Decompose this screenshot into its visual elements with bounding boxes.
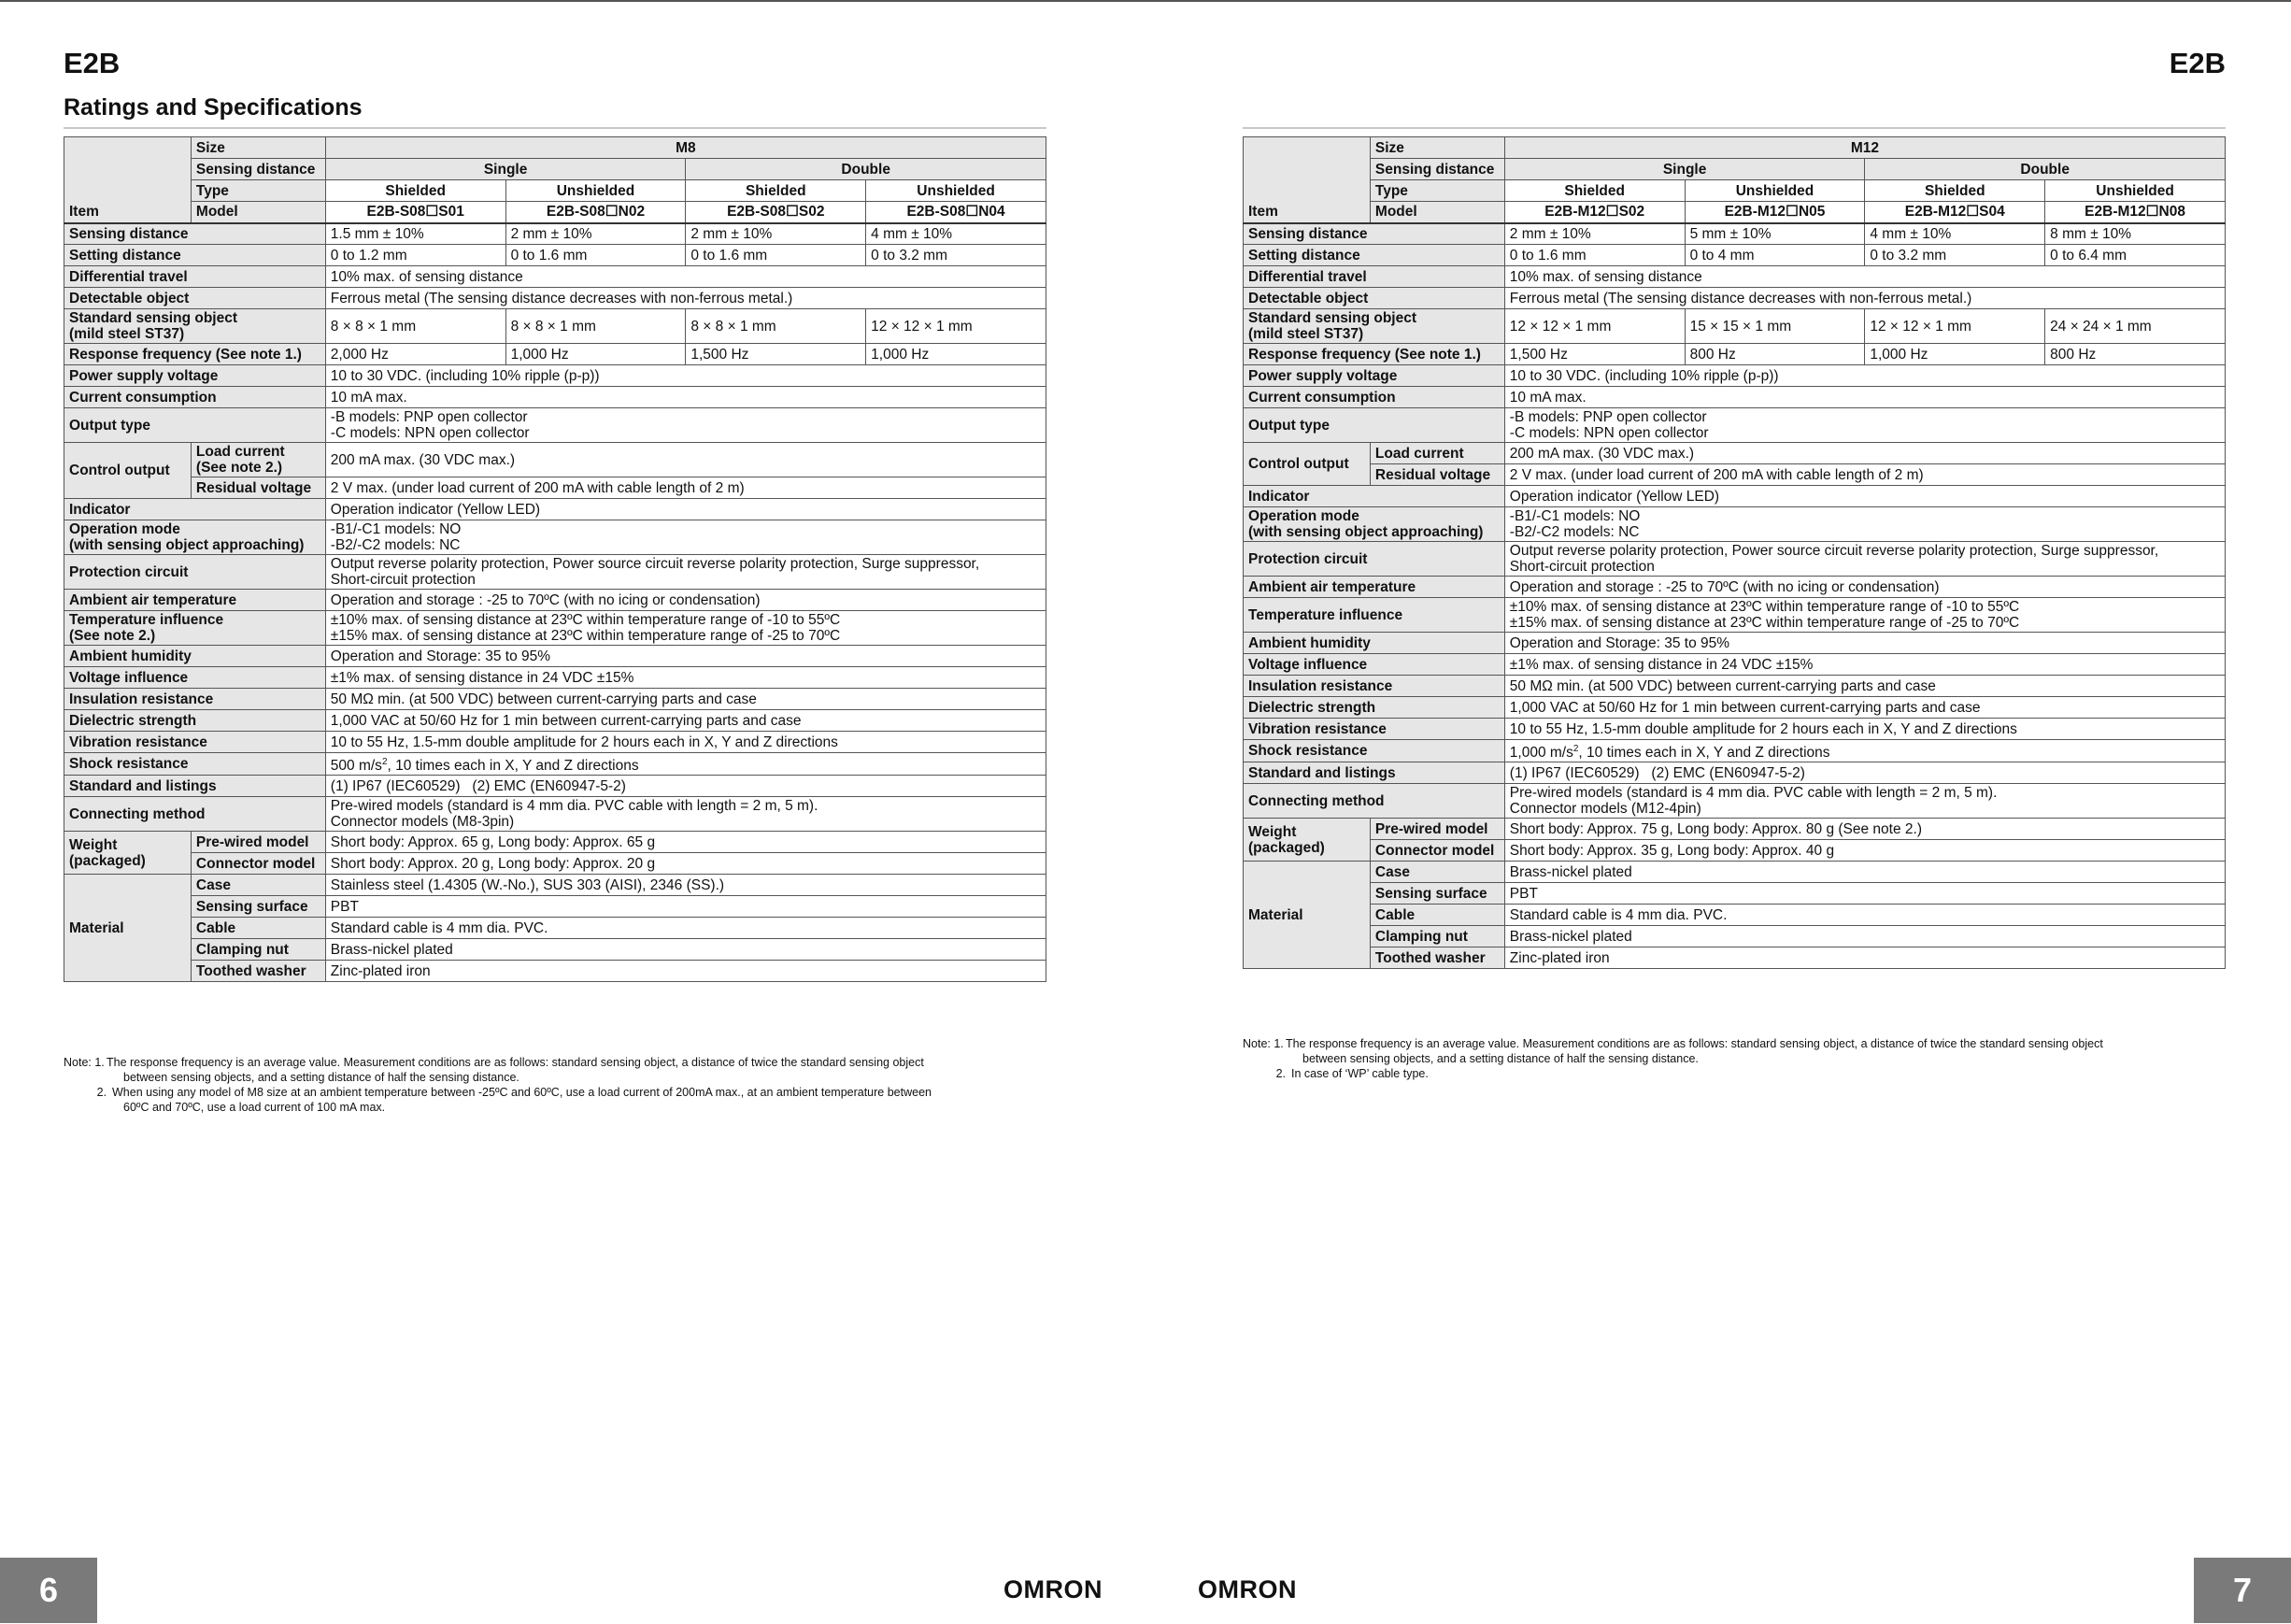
table-row (1244, 266, 2226, 288)
cell-value: 0 to 1.2 mm (325, 245, 505, 266)
cell-value: 8 × 8 × 1 mm (505, 309, 686, 344)
cell-value: Standard cable is 4 mm dia. PVC. (1504, 905, 2225, 926)
row-label: Indicator (1244, 486, 1505, 507)
row-label: Standard sensing object (mild steel ST37) (1244, 309, 1505, 344)
cell-value: 1,500 Hz (686, 344, 866, 365)
table-row (64, 499, 1046, 520)
type-cell: Unshielded (866, 180, 1046, 202)
cell-value: 15 × 15 × 1 mm (1685, 309, 1865, 344)
table-row (64, 443, 1046, 477)
cell-value: Short body: Approx. 20 g, Long body: Approx. 20 g (325, 853, 1046, 875)
row-label: Operation mode (with sensing object approaching) (1244, 507, 1505, 542)
row-label: Insulation resistance (64, 689, 326, 710)
cell-value: 10 to 55 Hz, 1.5-mm double amplitude for 2 hours each in X, Y and Z directions (1504, 719, 2225, 740)
row-label: Insulation resistance (1244, 676, 1505, 697)
single-header: Single (1504, 159, 1865, 180)
cell-value: 0 to 1.6 mm (686, 245, 866, 266)
cell-value: 0 to 1.6 mm (505, 245, 686, 266)
sub-label: Pre-wired model (191, 832, 325, 853)
type-label: Type (191, 180, 325, 202)
page-number: 6 (0, 1558, 97, 1623)
cell-value: ±10% max. of sensing distance at 23ºC within temperature range of -10 to 55ºC ±15% max. of sensing distance at 23ºC within temperature range of -25 to 70ºC (325, 611, 1046, 646)
row-label: Response frequency (See note 1.) (1244, 344, 1505, 365)
table-row (1244, 697, 2226, 719)
cell-value: 10 mA max. (325, 387, 1046, 408)
type-cell: Shielded (1504, 180, 1685, 202)
table-row (1244, 408, 2226, 443)
note-prefix: Note: 1. (1243, 1037, 1284, 1050)
sub-label: Cable (1370, 905, 1504, 926)
cell-value: 2 V max. (under load current of 200 mA with cable length of 2 m) (1504, 464, 2225, 486)
table-row (64, 732, 1046, 753)
cell-value: 4 mm ± 10% (866, 223, 1046, 245)
type-cell: Shielded (325, 180, 505, 202)
cell-value: 1,500 Hz (1504, 344, 1685, 365)
cell-value: ±1% max. of sensing distance in 24 VDC ±15% (325, 667, 1046, 689)
cell-value: 50 MΩ min. (at 500 VDC) between current-carrying parts and case (325, 689, 1046, 710)
header-model-row (64, 202, 1046, 223)
sub-label: Load current (1370, 443, 1504, 464)
row-label: Detectable object (64, 288, 326, 309)
type-cell: Shielded (1865, 180, 2045, 202)
table-row (1244, 840, 2226, 862)
type-cell: Unshielded (505, 180, 686, 202)
cell-value: 50 MΩ min. (at 500 VDC) between current-carrying parts and case (1504, 676, 2225, 697)
cell-value: 200 mA max. (30 VDC max.) (325, 443, 1046, 477)
table-row (1244, 762, 2226, 784)
table-row (1244, 309, 2226, 344)
cell-value: ±10% max. of sensing distance at 23ºC within temperature range of -10 to 55ºC ±15% max. of sensing distance at 23ºC within temperature range of -25 to 70ºC (1504, 598, 2225, 633)
row-label: Vibration resistance (1244, 719, 1505, 740)
cell-value: Brass-nickel plated (1504, 926, 2225, 947)
table-row (64, 555, 1046, 590)
cell-value: 2 mm ± 10% (505, 223, 686, 245)
sub-label: Connector model (1370, 840, 1504, 862)
row-label: Connecting method (64, 797, 326, 832)
series-title: E2B (2169, 47, 2226, 79)
cell-value: Operation and Storage: 35 to 95% (1504, 633, 2225, 654)
cell-value: 1,000 VAC at 50/60 Hz for 1 min between current-carrying parts and case (1504, 697, 2225, 719)
row-label: Control output (64, 443, 192, 499)
table-row (64, 646, 1046, 667)
cell-value: 1,000 Hz (1865, 344, 2045, 365)
table-row (64, 939, 1046, 961)
model-label: Model (191, 202, 325, 223)
sub-label: Pre-wired model (1370, 819, 1504, 840)
cell-value: 2 mm ± 10% (1504, 223, 1685, 245)
header-distance-row (1244, 159, 2226, 180)
row-label: Operation mode (with sensing object approaching) (64, 520, 326, 555)
spec-table-m12 (1243, 136, 2226, 969)
table-row (1244, 926, 2226, 947)
cell-value: 10% max. of sensing distance (325, 266, 1046, 288)
sub-label: Cable (191, 918, 325, 939)
table-row (64, 387, 1046, 408)
table-row (1244, 740, 2226, 762)
sub-label: Clamping nut (191, 939, 325, 961)
item-label: Item (1244, 202, 1371, 223)
cell-value: Zinc-plated iron (325, 961, 1046, 982)
table-row (64, 477, 1046, 499)
sub-label: Connector model (191, 853, 325, 875)
cell-value: 10 mA max. (1504, 387, 2225, 408)
table-row (1244, 387, 2226, 408)
table-row (1244, 245, 2226, 266)
cell-value: 24 × 24 × 1 mm (2045, 309, 2226, 344)
row-label: Sensing distance (64, 223, 326, 245)
table-row (64, 797, 1046, 832)
table-row (64, 896, 1046, 918)
table-row (64, 365, 1046, 387)
header-distance-row (64, 159, 1046, 180)
table-row (64, 611, 1046, 646)
table-row (64, 853, 1046, 875)
row-label: Setting distance (64, 245, 326, 266)
table-row (64, 961, 1046, 982)
row-label: Detectable object (1244, 288, 1505, 309)
cell-value: 800 Hz (1685, 344, 1865, 365)
table-row (1244, 598, 2226, 633)
cell-value: Short body: Approx. 65 g, Long body: Approx. 65 g (325, 832, 1046, 853)
cell-value: Short body: Approx. 75 g, Long body: Approx. 80 g (See note 2.) (1504, 819, 2225, 840)
sub-label: Residual voltage (191, 477, 325, 499)
cell-value: -B1/-C1 models: NO -B2/-C2 models: NC (325, 520, 1046, 555)
row-label: Standard sensing object (mild steel ST37) (64, 309, 326, 344)
notes (1243, 1036, 2226, 1081)
section-title: Ratings and Specifications (64, 94, 363, 121)
row-label: Voltage influence (64, 667, 326, 689)
table-row (64, 344, 1046, 365)
row-label: Standard and listings (1244, 762, 1505, 784)
header-size-row (64, 137, 1046, 159)
note-number: 2. (1275, 1067, 1286, 1080)
row-label: Standard and listings (64, 776, 326, 797)
cell-value: 5 mm ± 10% (1685, 223, 1865, 245)
cell-value: 1.5 mm ± 10% (325, 223, 505, 245)
cell-value: Brass-nickel plated (325, 939, 1046, 961)
row-label: Ambient air temperature (1244, 577, 1505, 598)
type-cell: Shielded (686, 180, 866, 202)
cell-value: 8 mm ± 10% (2045, 223, 2226, 245)
row-label: Material (1244, 862, 1371, 969)
sub-label: Sensing surface (191, 896, 325, 918)
table-row (1244, 819, 2226, 840)
row-label: Power supply voltage (64, 365, 326, 387)
cell-value: Operation and storage : -25 to 70ºC (with no icing or condensation) (325, 590, 1046, 611)
cell-value: Ferrous metal (The sensing distance decreases with non-ferrous metal.) (325, 288, 1046, 309)
note-text: The response frequency is an average value. Measurement conditions are as follows: standard sensing object, a distance of twice the standard sensing object (107, 1056, 924, 1069)
cell-value: Output reverse polarity protection, Power source circuit reverse polarity protection, Surge suppressor, Short-circuit protection (325, 555, 1046, 590)
row-label: Current consumption (64, 387, 326, 408)
single-header: Single (325, 159, 686, 180)
row-label: Shock resistance (64, 753, 326, 776)
cell-value: 2 V max. (under load current of 200 mA with cable length of 2 m) (325, 477, 1046, 499)
cell-value: 2 mm ± 10% (686, 223, 866, 245)
distance-label: Sensing distance (1370, 159, 1504, 180)
cell-value: 12 × 12 × 1 mm (1504, 309, 1685, 344)
table-row (64, 918, 1046, 939)
cell-value: -B models: PNP open collector -C models: NPN open collector (1504, 408, 2225, 443)
cell-value: Operation indicator (Yellow LED) (325, 499, 1046, 520)
table-row (1244, 883, 2226, 905)
table-row (1244, 464, 2226, 486)
header-type-row (64, 180, 1046, 202)
cell-value: 800 Hz (2045, 344, 2226, 365)
header-model-row (1244, 202, 2226, 223)
table-row (64, 710, 1046, 732)
sub-label: Case (191, 875, 325, 896)
table-row (64, 776, 1046, 797)
note-prefix: Note: 1. (64, 1056, 105, 1069)
title-rule (64, 127, 1046, 129)
type-cell: Unshielded (1685, 180, 1865, 202)
table-row (64, 667, 1046, 689)
cell-value: 12 × 12 × 1 mm (866, 309, 1046, 344)
cell-value: Brass-nickel plated (1504, 862, 2225, 883)
row-label: Setting distance (1244, 245, 1505, 266)
table-row (1244, 862, 2226, 883)
table-row (64, 245, 1046, 266)
cell-value: 0 to 3.2 mm (866, 245, 1046, 266)
cell-value: Operation and Storage: 35 to 95% (325, 646, 1046, 667)
cell-value: 4 mm ± 10% (1865, 223, 2045, 245)
item-header-cell (1244, 137, 1371, 159)
row-label: Weight (packaged) (1244, 819, 1371, 862)
page-7 (1146, 0, 2291, 1624)
table-row (1244, 507, 2226, 542)
note-text: When using any model of M8 size at an ambient temperature between -25ºC and 60ºC, use a load current of 200mA max., at an ambient temperature between (112, 1086, 932, 1099)
table-row (64, 309, 1046, 344)
model-cell: E2B-M12☐N08 (2045, 202, 2226, 223)
cell-value: Short body: Approx. 35 g, Long body: Approx. 40 g (1504, 840, 2225, 862)
model-cell: E2B-S08☐S01 (325, 202, 505, 223)
cell-value: (1) IP67 (IEC60529) (2) EMC (EN60947-5-2) (325, 776, 1046, 797)
table-row (1244, 288, 2226, 309)
sub-label: Residual voltage (1370, 464, 1504, 486)
table-row (1244, 443, 2226, 464)
model-cell: E2B-S08☐N02 (505, 202, 686, 223)
cell-value: 8 × 8 × 1 mm (325, 309, 505, 344)
cell-value: 8 × 8 × 1 mm (686, 309, 866, 344)
note-text: between sensing objects, and a setting distance of half the sensing distance. (123, 1071, 519, 1084)
row-label: Power supply voltage (1244, 365, 1505, 387)
item-label: Item (64, 202, 192, 223)
table-row (64, 590, 1046, 611)
cell-value: (1) IP67 (IEC60529) (2) EMC (EN60947-5-2) (1504, 762, 2225, 784)
row-label: Temperature influence (See note 2.) (64, 611, 326, 646)
size-label: Size (191, 137, 325, 159)
header-type-row (1244, 180, 2226, 202)
cell-value: 1,000 VAC at 50/60 Hz for 1 min between current-carrying parts and case (325, 710, 1046, 732)
note-text: The response frequency is an average value. Measurement conditions are as follows: standard sensing object, a distance of twice the standard sensing object (1286, 1037, 2103, 1050)
row-label: Protection circuit (64, 555, 326, 590)
row-label: Output type (64, 408, 326, 443)
table-row (1244, 947, 2226, 969)
table-row (1244, 633, 2226, 654)
notes (64, 1055, 1046, 1115)
table-row (64, 875, 1046, 896)
series-title: E2B (64, 47, 121, 79)
cell-value: 0 to 1.6 mm (1504, 245, 1685, 266)
cell-value: 10% max. of sensing distance (1504, 266, 2225, 288)
table-row (1244, 719, 2226, 740)
double-header: Double (686, 159, 1046, 180)
type-label: Type (1370, 180, 1504, 202)
cell-value: 0 to 6.4 mm (2045, 245, 2226, 266)
cell-value: 1,000 $m/s^2$, 10 times each in X, Y and Z directions (1504, 740, 2225, 762)
cell-value: 10 to 30 VDC. (including 10% ripple (p-p)) (325, 365, 1046, 387)
cell-value: Operation and storage : -25 to 70ºC (with no icing or condensation) (1504, 577, 2225, 598)
item-header-cell (64, 137, 192, 159)
table-row (1244, 784, 2226, 819)
model-cell: E2B-M12☐N05 (1685, 202, 1865, 223)
model-label: Model (1370, 202, 1504, 223)
model-cell: E2B-M12☐S04 (1865, 202, 2045, 223)
row-label: Voltage influence (1244, 654, 1505, 676)
cell-value: 10 to 55 Hz, 1.5-mm double amplitude for 2 hours each in X, Y and Z directions (325, 732, 1046, 753)
sub-label: Case (1370, 862, 1504, 883)
cell-value: 1,000 Hz (505, 344, 686, 365)
table-row (1244, 905, 2226, 926)
row-label: Ambient air temperature (64, 590, 326, 611)
model-cell: E2B-S08☐S02 (686, 202, 866, 223)
omron-logo: OMRON (1198, 1575, 1297, 1603)
cell-value: ±1% max. of sensing distance in 24 VDC ±15% (1504, 654, 2225, 676)
row-label: Differential travel (1244, 266, 1505, 288)
table-row (1244, 223, 2226, 245)
type-cell: Unshielded (2045, 180, 2226, 202)
sub-label: Toothed washer (1370, 947, 1504, 969)
row-label: Ambient humidity (1244, 633, 1505, 654)
cell-value: 1,000 Hz (866, 344, 1046, 365)
row-label: Shock resistance (1244, 740, 1505, 762)
cell-value: -B models: PNP open collector -C models: NPN open collector (325, 408, 1046, 443)
row-label: Current consumption (1244, 387, 1505, 408)
header-size-row (1244, 137, 2226, 159)
title-rule (1243, 127, 2226, 129)
note-number: 2. (96, 1086, 107, 1099)
row-label: Vibration resistance (64, 732, 326, 753)
page-number: 7 (2194, 1558, 2291, 1623)
table-row (1244, 486, 2226, 507)
table-row (1244, 344, 2226, 365)
cell-value: 10 to 30 VDC. (including 10% ripple (p-p)) (1504, 365, 2225, 387)
row-label: Differential travel (64, 266, 326, 288)
cell-value: Stainless steel (1.4305 (W.-No.), SUS 303 (AISI), 2346 (SS).) (325, 875, 1046, 896)
table-row (64, 266, 1046, 288)
size-value: M8 (325, 137, 1046, 159)
table-row (64, 288, 1046, 309)
row-label: Dielectric strength (64, 710, 326, 732)
cell-value: Pre-wired models (standard is 4 mm dia. PVC cable with length = 2 m, 5 m). Connector models (M12-4pin) (1504, 784, 2225, 819)
table-row (1244, 365, 2226, 387)
cell-value: Output reverse polarity protection, Power source circuit reverse polarity protection, Surge suppressor, Short-circuit protection (1504, 542, 2225, 577)
table-row (64, 753, 1046, 776)
model-cell: E2B-M12☐S02 (1504, 202, 1685, 223)
table-row (64, 520, 1046, 555)
distance-label: Sensing distance (191, 159, 325, 180)
cell-value: 0 to 4 mm (1685, 245, 1865, 266)
row-label: Control output (1244, 443, 1371, 486)
note-text: In case of ‘WP’ cable type. (1291, 1067, 1429, 1080)
sub-label: Toothed washer (191, 961, 325, 982)
sub-label: Clamping nut (1370, 926, 1504, 947)
cell-value: Pre-wired models (standard is 4 mm dia. PVC cable with length = 2 m, 5 m). Connector models (M8-3pin) (325, 797, 1046, 832)
row-label: Material (64, 875, 192, 982)
cell-value: PBT (325, 896, 1046, 918)
cell-value: Zinc-plated iron (1504, 947, 2225, 969)
size-label: Size (1370, 137, 1504, 159)
table-row (1244, 542, 2226, 577)
row-label: Weight (packaged) (64, 832, 192, 875)
omron-logo: OMRON (1003, 1575, 1103, 1603)
cell-value: Standard cable is 4 mm dia. PVC. (325, 918, 1046, 939)
row-label: Sensing distance (1244, 223, 1505, 245)
sub-label: Sensing surface (1370, 883, 1504, 905)
cell-value: PBT (1504, 883, 2225, 905)
row-label: Temperature influence (1244, 598, 1505, 633)
cell-value: 200 mA max. (30 VDC max.) (1504, 443, 2225, 464)
table-row (1244, 654, 2226, 676)
table-row (1244, 676, 2226, 697)
cell-value: 500 $m/s^2$, 10 times each in X, Y and Z directions (325, 753, 1046, 776)
row-label: Output type (1244, 408, 1505, 443)
sub-label: Load current (See note 2.) (191, 443, 325, 477)
row-label: Connecting method (1244, 784, 1505, 819)
model-cell: E2B-S08☐N04 (866, 202, 1046, 223)
row-label: Indicator (64, 499, 326, 520)
table-row (64, 408, 1046, 443)
row-label: Protection circuit (1244, 542, 1505, 577)
cell-value: 0 to 3.2 mm (1865, 245, 2045, 266)
row-label: Ambient humidity (64, 646, 326, 667)
cell-value: 12 × 12 × 1 mm (1865, 309, 2045, 344)
cell-value: Operation indicator (Yellow LED) (1504, 486, 2225, 507)
row-label: Response frequency (See note 1.) (64, 344, 326, 365)
table-row (64, 689, 1046, 710)
cell-value: 2,000 Hz (325, 344, 505, 365)
table-row (64, 832, 1046, 853)
cell-value: -B1/-C1 models: NO -B2/-C2 models: NC (1504, 507, 2225, 542)
row-label: Dielectric strength (1244, 697, 1505, 719)
table-row (1244, 577, 2226, 598)
note-text: 60ºC and 70ºC, use a load current of 100 mA max. (123, 1101, 386, 1114)
table-row (64, 223, 1046, 245)
double-header: Double (1865, 159, 2226, 180)
cell-value: Ferrous metal (The sensing distance decreases with non-ferrous metal.) (1504, 288, 2225, 309)
size-value: M12 (1504, 137, 2225, 159)
note-text: between sensing objects, and a setting distance of half the sensing distance. (1302, 1052, 1699, 1065)
spec-table-m8 (64, 136, 1046, 982)
